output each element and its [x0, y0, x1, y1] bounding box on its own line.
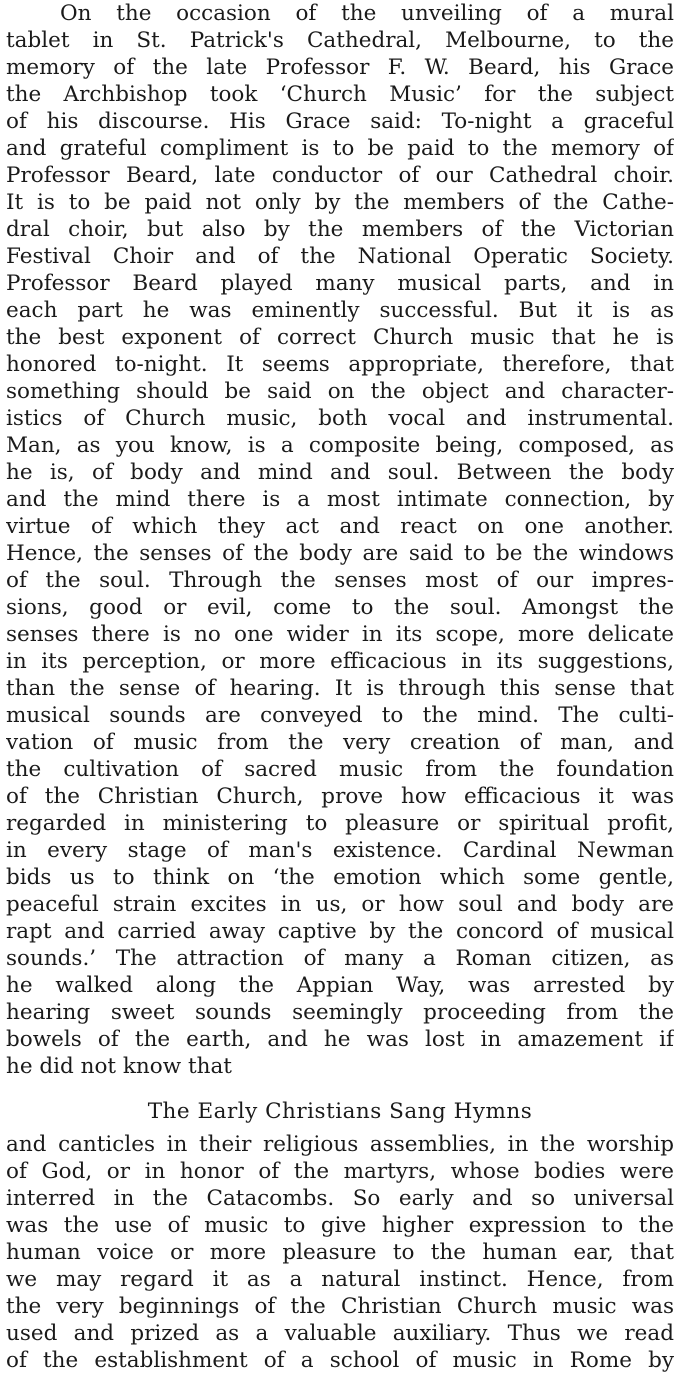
- text-line: interred in the Catacombs. So early and so universal: [6, 1186, 674, 1211]
- text-line: and the mind there is a most intimate connection, by: [6, 487, 674, 512]
- text-line: honored to-night. It seems appropriate, therefore, that: [6, 352, 674, 377]
- text-line: of the establishment of a school of music in Rome by: [6, 1348, 674, 1373]
- text-line: in its perception, or more efficacious in its suggestions,: [6, 649, 674, 674]
- text-line: the Archbishop took ‘Church Music’ for the subject: [6, 82, 674, 107]
- text-line: was the use of music to give higher expression to the: [6, 1213, 674, 1238]
- text-line: hearing sweet sounds seemingly proceeding from the: [6, 1000, 674, 1025]
- text-line: in every stage of man's existence. Cardinal Newman: [6, 838, 674, 863]
- text-line: the very beginnings of the Christian Church music was: [6, 1294, 674, 1319]
- text-line: sions, good or evil, come to the soul. Amongst the: [6, 595, 674, 620]
- text-line: Festival Choir and of the National Operatic Society.: [6, 244, 674, 269]
- text-line: istics of Church music, both vocal and instrumental.: [6, 406, 674, 431]
- text-line: regarded in ministering to pleasure or spiritual profit,: [6, 811, 674, 836]
- text-line: bowels of the earth, and he was lost in amazement if: [6, 1027, 674, 1052]
- text-line: of the Christian Church, prove how efficacious it was: [6, 784, 674, 809]
- text-line: the cultivation of sacred music from the foundation: [6, 757, 674, 782]
- text-line: On the occasion of the unveiling of a mural: [60, 1, 674, 26]
- text-line: of God, or in honor of the martyrs, whose bodies were: [6, 1159, 674, 1184]
- text-line: each part he was eminently successful. But it is as: [6, 298, 674, 323]
- text-line: used and prized as a valuable auxiliary. Thus we read: [6, 1321, 674, 1346]
- text-line: Professor Beard played many musical parts, and in: [6, 271, 674, 296]
- text-line: and grateful compliment is to be paid to the memory of: [6, 136, 674, 161]
- text-line: and canticles in their religious assemblies, in the worship: [6, 1132, 674, 1157]
- text-line: rapt and carried away captive by the concord of musical: [6, 919, 674, 944]
- text-line: something should be said on the object and character-: [6, 379, 674, 404]
- text-line: memory of the late Professor F. W. Beard, his Grace: [6, 55, 674, 80]
- text-line: he is, of body and mind and soul. Between the body: [6, 460, 674, 485]
- text-line: vation of music from the very creation of man, and: [6, 730, 674, 755]
- text-line: It is to be paid not only by the members of the Cathe-: [6, 190, 674, 215]
- text-line: the best exponent of correct Church music that he is: [6, 325, 674, 350]
- section-subheading: The Early Christians Sang Hymns: [147, 1099, 533, 1124]
- text-line: musical sounds are conveyed to the mind. The culti-: [6, 703, 674, 728]
- text-line: he walked along the Appian Way, was arrested by: [6, 973, 674, 998]
- text-line: of his discourse. His Grace said: To-night a graceful: [6, 109, 674, 134]
- text-line: peaceful strain excites in us, or how soul and body are: [6, 892, 674, 917]
- text-line: human voice or more pleasure to the human ear, that: [6, 1240, 674, 1265]
- text-line: bids us to think on ‘the emotion which some gentle,: [6, 865, 674, 890]
- text-line: Hence, the senses of the body are said to be the windows: [6, 541, 674, 566]
- text-line: dral choir, but also by the members of the Victorian: [6, 217, 674, 242]
- text-line: Man, as you know, is a composite being, composed, as: [6, 433, 674, 458]
- text-line: virtue of which they act and react on one another.: [6, 514, 674, 539]
- text-line: of the soul. Through the senses most of our impres-: [6, 568, 674, 593]
- text-line: sounds.’ The attraction of many a Roman citizen, as: [6, 946, 674, 971]
- text-line: Professor Beard, late conductor of our Cathedral choir.: [6, 163, 674, 188]
- text-line: senses there is no one wider in its scope, more delicate: [6, 622, 674, 647]
- text-line: he did not know that: [6, 1054, 232, 1079]
- text-line: than the sense of hearing. It is through this sense that: [6, 676, 674, 701]
- text-line: we may regard it as a natural instinct. Hence, from: [6, 1267, 674, 1292]
- text-line: tablet in St. Patrick's Cathedral, Melbourne, to the: [6, 28, 674, 53]
